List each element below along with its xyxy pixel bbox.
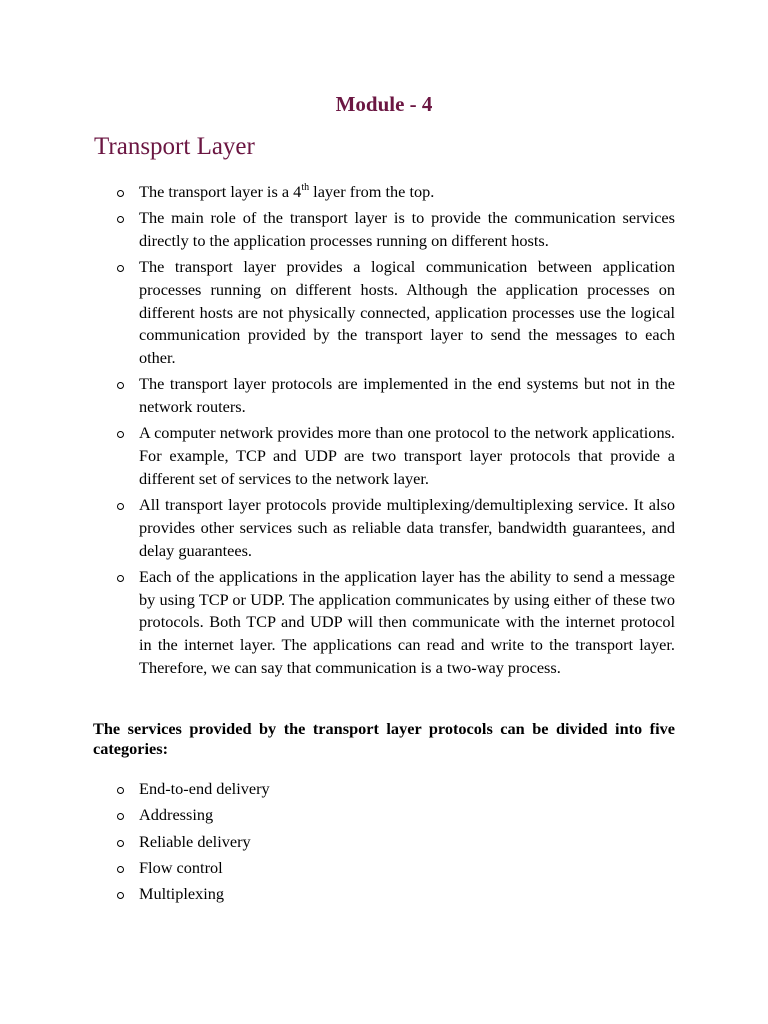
list-item xyxy=(117,883,675,906)
category-label: End-to-end delivery xyxy=(139,779,270,798)
bullet-icon xyxy=(117,503,124,510)
list-item-text: The transport layer protocols are implemented in the end systems but not in the network routers. xyxy=(139,374,675,417)
list-item xyxy=(117,181,675,204)
list-item-text: A computer network provides more than one protocol to the network applications. For example, TCP and UDP are two transport layer protocols that provide a different set of services to the network layer. xyxy=(139,423,675,488)
category-label: Flow control xyxy=(139,857,223,877)
category-label: Addressing xyxy=(139,805,214,825)
bullet-icon xyxy=(117,840,124,847)
list-item xyxy=(117,566,675,680)
bullet-icon xyxy=(117,892,124,899)
bullet-icon xyxy=(117,216,124,223)
bullet-icon xyxy=(117,866,124,873)
module-title: Module - 4 xyxy=(335,92,433,116)
category-label: Multiplexing xyxy=(139,884,225,904)
list-item-text: The main role of the transport layer is to provide the communication services directly to the application processes running on different hosts. xyxy=(139,208,675,250)
list-item xyxy=(117,857,675,880)
bullet-icon xyxy=(117,265,124,272)
bullet-icon xyxy=(117,813,124,820)
section-title: Transport Layer xyxy=(94,133,255,160)
list-item xyxy=(117,494,675,562)
list-item xyxy=(117,256,675,370)
list-item xyxy=(117,778,675,801)
list-item-text: Each of the applications in the application layer has the ability to send a message by using TCP or UDP. The application communicates by using either of these two protocols. Both TCP and UDP will then communicate with the internet protocol in the internet layer. The applications can read and write to the transport layer. Therefore, we can say that communication is a two-way process. xyxy=(139,566,675,677)
category-label: Reliable delivery xyxy=(139,831,251,851)
list-item-text: layer from the top. xyxy=(309,182,435,201)
list-item-text: All transport layer protocols provide multiplexing/demultiplexing service. It also provides other services such as reliable data transfer, bandwidth guarantees, and delay guarantees. xyxy=(139,495,675,560)
transport-layer-bullet-list xyxy=(117,181,675,683)
list-item xyxy=(117,373,675,418)
list-item-text: The transport layer is a 4 xyxy=(139,182,302,201)
list-item xyxy=(117,804,675,827)
list-item xyxy=(117,422,675,490)
bullet-icon xyxy=(117,575,124,582)
list-item xyxy=(117,831,675,854)
categories-intro: The services provided by the transport layer protocols can be divided into five categories: xyxy=(93,719,675,758)
bullet-icon xyxy=(117,787,124,794)
superscript-text: th xyxy=(301,181,310,193)
categories-list xyxy=(117,778,675,909)
list-item xyxy=(117,207,675,252)
list-item-text: The transport layer provides a logical communication between application processes running on different hosts. Although the application processes on different hosts are not physically connected, application processes use the logical communication provided by the transport layer to send the messages to each other. xyxy=(139,257,675,368)
bullet-icon xyxy=(117,190,124,197)
bullet-icon xyxy=(117,382,124,389)
bullet-icon xyxy=(117,431,124,438)
